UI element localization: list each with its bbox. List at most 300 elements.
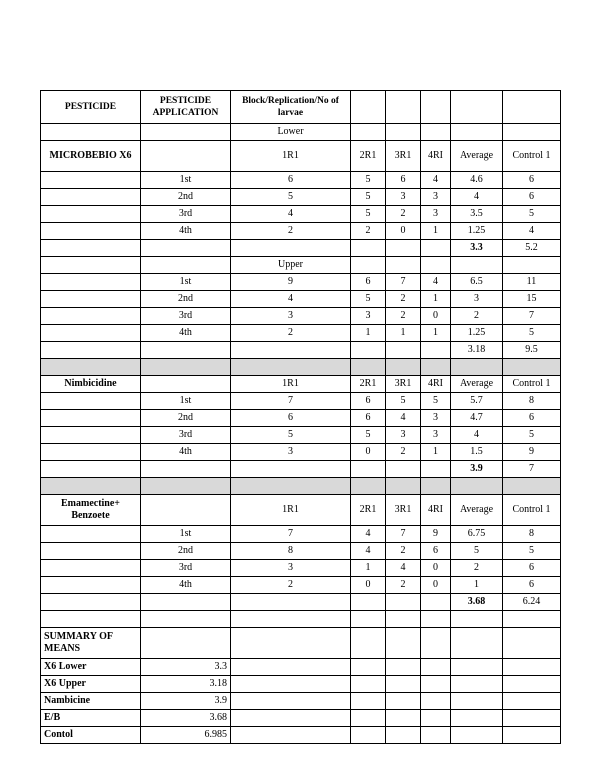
table-cell <box>141 240 231 257</box>
table-cell <box>351 461 386 478</box>
table-cell <box>386 676 421 693</box>
application-label: 2nd <box>141 543 231 560</box>
table-cell <box>451 710 503 727</box>
value-cell: 11 <box>503 274 561 291</box>
table-cell <box>231 710 351 727</box>
table-cell <box>503 91 561 124</box>
column-label: Control 1 <box>503 141 561 172</box>
table-cell <box>503 659 561 676</box>
summary-row <box>41 693 561 710</box>
value-cell: 5 <box>351 291 386 308</box>
column-label: 4RI <box>421 376 451 393</box>
application-label: 3rd <box>141 560 231 577</box>
value-cell: 4 <box>351 543 386 560</box>
table-cell <box>41 342 141 359</box>
value-cell: 4 <box>231 291 351 308</box>
table-cell <box>141 461 231 478</box>
value-cell: 3 <box>421 410 451 427</box>
table-cell <box>386 710 421 727</box>
table-cell <box>351 359 386 376</box>
value-cell: 3.5 <box>451 206 503 223</box>
table-cell <box>451 359 503 376</box>
column-label: 4RI <box>421 141 451 172</box>
summary-label: Nambicine <box>41 693 141 710</box>
section-name: Emamectine+ Benzoete <box>41 495 141 526</box>
table-cell <box>351 124 386 141</box>
value-cell: 5 <box>351 427 386 444</box>
table-cell <box>503 693 561 710</box>
value-cell: 1 <box>421 325 451 342</box>
table-cell <box>351 710 386 727</box>
value-cell: 5 <box>421 393 451 410</box>
table-cell <box>351 628 386 659</box>
value-cell: 2 <box>351 223 386 240</box>
section-header-row <box>41 376 561 393</box>
section-header-row <box>41 495 561 526</box>
value-cell: 6 <box>503 172 561 189</box>
table-cell <box>421 611 451 628</box>
summary-row <box>41 676 561 693</box>
value-cell: 2 <box>386 308 421 325</box>
value-cell: 6 <box>503 560 561 577</box>
average-total: 3.9 <box>451 461 503 478</box>
table-cell <box>386 594 421 611</box>
control-total: 5.2 <box>503 240 561 257</box>
value-cell: 4 <box>386 560 421 577</box>
summary-value: 3.68 <box>141 710 231 727</box>
data-row <box>41 444 561 461</box>
value-cell: 1.25 <box>451 325 503 342</box>
value-cell: 4 <box>451 427 503 444</box>
average-total: 3.18 <box>451 342 503 359</box>
value-cell: 4 <box>421 274 451 291</box>
table-cell <box>421 676 451 693</box>
empty-row <box>41 611 561 628</box>
value-cell: 6 <box>503 410 561 427</box>
table-cell <box>231 611 351 628</box>
table-cell <box>41 257 141 274</box>
table-cell <box>386 478 421 495</box>
value-cell: 4.6 <box>451 172 503 189</box>
table-cell <box>141 478 231 495</box>
value-cell: 0 <box>421 577 451 594</box>
value-cell: 6 <box>503 189 561 206</box>
table-cell <box>141 628 231 659</box>
value-cell: 5 <box>351 206 386 223</box>
section-name: Nimbicidine <box>41 376 141 393</box>
column-label: Average <box>451 495 503 526</box>
summary-label: X6 Lower <box>41 659 141 676</box>
table-cell <box>141 359 231 376</box>
table-cell <box>231 628 351 659</box>
table-cell <box>41 577 141 594</box>
table-cell <box>351 659 386 676</box>
value-cell: 5 <box>231 427 351 444</box>
table-cell <box>386 124 421 141</box>
table-cell <box>41 206 141 223</box>
table-cell <box>421 240 451 257</box>
column-label: Control 1 <box>503 495 561 526</box>
table-cell <box>41 543 141 560</box>
data-row <box>41 308 561 325</box>
table-cell <box>41 124 141 141</box>
table-cell <box>451 478 503 495</box>
total-row <box>41 594 561 611</box>
value-cell: 5 <box>351 172 386 189</box>
column-label: 1R1 <box>231 376 351 393</box>
average-total: 3.68 <box>451 594 503 611</box>
table-cell <box>351 594 386 611</box>
table-cell <box>41 526 141 543</box>
application-label: 4th <box>141 325 231 342</box>
larvae-table <box>40 90 561 744</box>
table-cell <box>141 342 231 359</box>
table-cell <box>421 710 451 727</box>
table-cell <box>41 274 141 291</box>
table-cell <box>231 659 351 676</box>
application-label: 1st <box>141 274 231 291</box>
table-cell <box>421 124 451 141</box>
column-label: 2R1 <box>351 376 386 393</box>
header-row <box>41 91 561 124</box>
summary-row <box>41 727 561 744</box>
data-row <box>41 526 561 543</box>
summary-label: Contol <box>41 727 141 744</box>
table-cell <box>451 257 503 274</box>
column-label: 1R1 <box>231 141 351 172</box>
value-cell: 3 <box>231 560 351 577</box>
table-cell <box>421 359 451 376</box>
value-cell: 5 <box>503 543 561 560</box>
table-cell <box>231 359 351 376</box>
table-cell <box>141 124 231 141</box>
table-cell <box>503 676 561 693</box>
table-cell <box>451 693 503 710</box>
total-row <box>41 461 561 478</box>
value-cell: 6 <box>231 410 351 427</box>
value-cell: 5 <box>503 325 561 342</box>
value-cell: 4 <box>386 410 421 427</box>
table-cell <box>351 676 386 693</box>
value-cell: 6 <box>351 393 386 410</box>
application-label: 4th <box>141 577 231 594</box>
sublabel-row <box>41 257 561 274</box>
summary-row <box>41 710 561 727</box>
data-row <box>41 577 561 594</box>
value-cell: 8 <box>503 393 561 410</box>
value-cell: 3 <box>421 427 451 444</box>
application-label: 3rd <box>141 427 231 444</box>
value-cell: 6 <box>351 274 386 291</box>
control-total: 9.5 <box>503 342 561 359</box>
application-label: 2nd <box>141 291 231 308</box>
application-label: 1st <box>141 526 231 543</box>
application-label: 3rd <box>141 206 231 223</box>
value-cell: 2 <box>231 325 351 342</box>
table-cell <box>41 172 141 189</box>
summary-value: 6.985 <box>141 727 231 744</box>
data-row <box>41 410 561 427</box>
value-cell: 9 <box>231 274 351 291</box>
application-label: 1st <box>141 172 231 189</box>
value-cell: 1 <box>351 325 386 342</box>
table-cell <box>231 693 351 710</box>
column-label: Control 1 <box>503 376 561 393</box>
value-cell: 7 <box>386 526 421 543</box>
table-cell <box>386 342 421 359</box>
value-cell: 6 <box>386 172 421 189</box>
data-row <box>41 172 561 189</box>
value-cell: 1 <box>351 560 386 577</box>
value-cell: 15 <box>503 291 561 308</box>
table-cell <box>41 594 141 611</box>
header-block: Block/Replication/No of larvae <box>231 91 351 124</box>
value-cell: 8 <box>231 543 351 560</box>
summary-row <box>41 659 561 676</box>
value-cell: 4 <box>451 189 503 206</box>
table-cell <box>41 611 141 628</box>
table-cell <box>386 257 421 274</box>
table-cell <box>421 693 451 710</box>
value-cell: 4 <box>503 223 561 240</box>
table-cell <box>503 727 561 744</box>
value-cell: 6.5 <box>451 274 503 291</box>
table-cell <box>141 257 231 274</box>
table-cell <box>386 659 421 676</box>
value-cell: 2 <box>386 543 421 560</box>
table-cell <box>451 611 503 628</box>
separator-row <box>41 359 561 376</box>
value-cell: 3 <box>421 206 451 223</box>
value-cell: 3 <box>386 189 421 206</box>
data-row <box>41 189 561 206</box>
table-cell <box>231 461 351 478</box>
value-cell: 5 <box>231 189 351 206</box>
sublabel-upper: Upper <box>231 257 351 274</box>
table-cell <box>231 342 351 359</box>
table-cell <box>386 461 421 478</box>
table-cell <box>386 628 421 659</box>
table-cell <box>41 240 141 257</box>
table-cell <box>351 240 386 257</box>
value-cell: 1.5 <box>451 444 503 461</box>
section-header-row <box>41 141 561 172</box>
value-cell: 2 <box>386 206 421 223</box>
table-cell <box>41 478 141 495</box>
table-cell <box>386 611 421 628</box>
value-cell: 1 <box>386 325 421 342</box>
value-cell: 5 <box>503 427 561 444</box>
data-row <box>41 206 561 223</box>
table-cell <box>231 727 351 744</box>
value-cell: 4 <box>231 206 351 223</box>
summary-value: 3.9 <box>141 693 231 710</box>
column-label: 2R1 <box>351 141 386 172</box>
table-cell <box>503 124 561 141</box>
column-label: Average <box>451 376 503 393</box>
table-cell <box>351 478 386 495</box>
table-cell <box>351 727 386 744</box>
table-cell <box>141 594 231 611</box>
value-cell: 1.25 <box>451 223 503 240</box>
value-cell: 2 <box>386 291 421 308</box>
value-cell: 5 <box>451 543 503 560</box>
value-cell: 2 <box>451 308 503 325</box>
summary-label: E/B <box>41 710 141 727</box>
table-cell <box>351 693 386 710</box>
value-cell: 4 <box>351 526 386 543</box>
summary-title-row <box>41 628 561 659</box>
application-label: 3rd <box>141 308 231 325</box>
table-cell <box>141 611 231 628</box>
table-cell <box>451 628 503 659</box>
value-cell: 3 <box>351 308 386 325</box>
value-cell: 6 <box>421 543 451 560</box>
table-cell <box>41 461 141 478</box>
value-cell: 6 <box>351 410 386 427</box>
data-row <box>41 560 561 577</box>
value-cell: 0 <box>351 577 386 594</box>
table-cell <box>351 91 386 124</box>
table-cell <box>41 291 141 308</box>
table-cell <box>41 560 141 577</box>
value-cell: 5.7 <box>451 393 503 410</box>
value-cell: 1 <box>421 291 451 308</box>
table-cell <box>41 427 141 444</box>
application-label: 4th <box>141 444 231 461</box>
application-label: 2nd <box>141 410 231 427</box>
value-cell: 7 <box>503 308 561 325</box>
total-row <box>41 240 561 257</box>
separator-row <box>41 478 561 495</box>
data-row <box>41 291 561 308</box>
value-cell: 7 <box>386 274 421 291</box>
table-cell <box>386 91 421 124</box>
control-total: 6.24 <box>503 594 561 611</box>
data-row <box>41 393 561 410</box>
value-cell: 2 <box>231 577 351 594</box>
data-row <box>41 223 561 240</box>
table-cell <box>41 308 141 325</box>
summary-label: X6 Upper <box>41 676 141 693</box>
table-cell <box>351 257 386 274</box>
table-cell <box>386 240 421 257</box>
table-cell <box>351 611 386 628</box>
column-label: 3R1 <box>386 495 421 526</box>
table-cell <box>421 727 451 744</box>
value-cell: 2 <box>386 577 421 594</box>
table-cell <box>503 478 561 495</box>
table-cell <box>41 325 141 342</box>
table-cell <box>231 676 351 693</box>
table-cell <box>421 594 451 611</box>
total-row <box>41 342 561 359</box>
application-label: 1st <box>141 393 231 410</box>
application-label: 4th <box>141 223 231 240</box>
table-cell <box>451 727 503 744</box>
column-label: 3R1 <box>386 376 421 393</box>
table-cell <box>41 444 141 461</box>
header-pesticide: PESTICIDE <box>41 91 141 124</box>
table-cell <box>141 376 231 393</box>
value-cell: 7 <box>231 526 351 543</box>
table-cell <box>451 124 503 141</box>
value-cell: 9 <box>421 526 451 543</box>
table-cell <box>421 461 451 478</box>
value-cell: 6 <box>503 577 561 594</box>
table-cell <box>386 693 421 710</box>
value-cell: 3 <box>386 427 421 444</box>
average-total: 3.3 <box>451 240 503 257</box>
application-label: 2nd <box>141 189 231 206</box>
column-label: 4RI <box>421 495 451 526</box>
value-cell: 9 <box>503 444 561 461</box>
value-cell: 0 <box>421 308 451 325</box>
table-cell <box>421 91 451 124</box>
table-cell <box>41 393 141 410</box>
table-cell <box>421 659 451 676</box>
control-total: 7 <box>503 461 561 478</box>
value-cell: 1 <box>421 444 451 461</box>
value-cell: 0 <box>351 444 386 461</box>
table-cell <box>41 359 141 376</box>
header-application: PESTICIDE APPLICATION <box>141 91 231 124</box>
table-cell <box>231 240 351 257</box>
column-label: 1R1 <box>231 495 351 526</box>
table-cell <box>351 342 386 359</box>
value-cell: 8 <box>503 526 561 543</box>
value-cell: 3 <box>231 444 351 461</box>
table-cell <box>386 727 421 744</box>
column-label: 2R1 <box>351 495 386 526</box>
summary-value: 3.3 <box>141 659 231 676</box>
value-cell: 6.75 <box>451 526 503 543</box>
section-name: MICROBEBIO X6 <box>41 141 141 172</box>
value-cell: 3 <box>421 189 451 206</box>
table-cell <box>451 659 503 676</box>
sublabel-row <box>41 124 561 141</box>
data-row <box>41 543 561 560</box>
table-cell <box>451 676 503 693</box>
value-cell: 2 <box>386 444 421 461</box>
value-cell: 3 <box>451 291 503 308</box>
value-cell: 4 <box>421 172 451 189</box>
table-cell <box>41 223 141 240</box>
table-cell <box>141 141 231 172</box>
table-cell <box>503 359 561 376</box>
sublabel-lower: Lower <box>231 124 351 141</box>
table-cell <box>421 342 451 359</box>
table-cell <box>503 611 561 628</box>
value-cell: 4.7 <box>451 410 503 427</box>
table-cell <box>41 189 141 206</box>
value-cell: 1 <box>421 223 451 240</box>
table-cell <box>421 478 451 495</box>
table-cell <box>421 628 451 659</box>
table-cell <box>41 410 141 427</box>
table-cell <box>231 478 351 495</box>
value-cell: 0 <box>421 560 451 577</box>
data-row <box>41 427 561 444</box>
value-cell: 1 <box>451 577 503 594</box>
data-row <box>41 274 561 291</box>
data-row <box>41 325 561 342</box>
table-cell <box>421 257 451 274</box>
table-cell <box>231 594 351 611</box>
table-cell <box>503 257 561 274</box>
value-cell: 2 <box>451 560 503 577</box>
value-cell: 5 <box>386 393 421 410</box>
